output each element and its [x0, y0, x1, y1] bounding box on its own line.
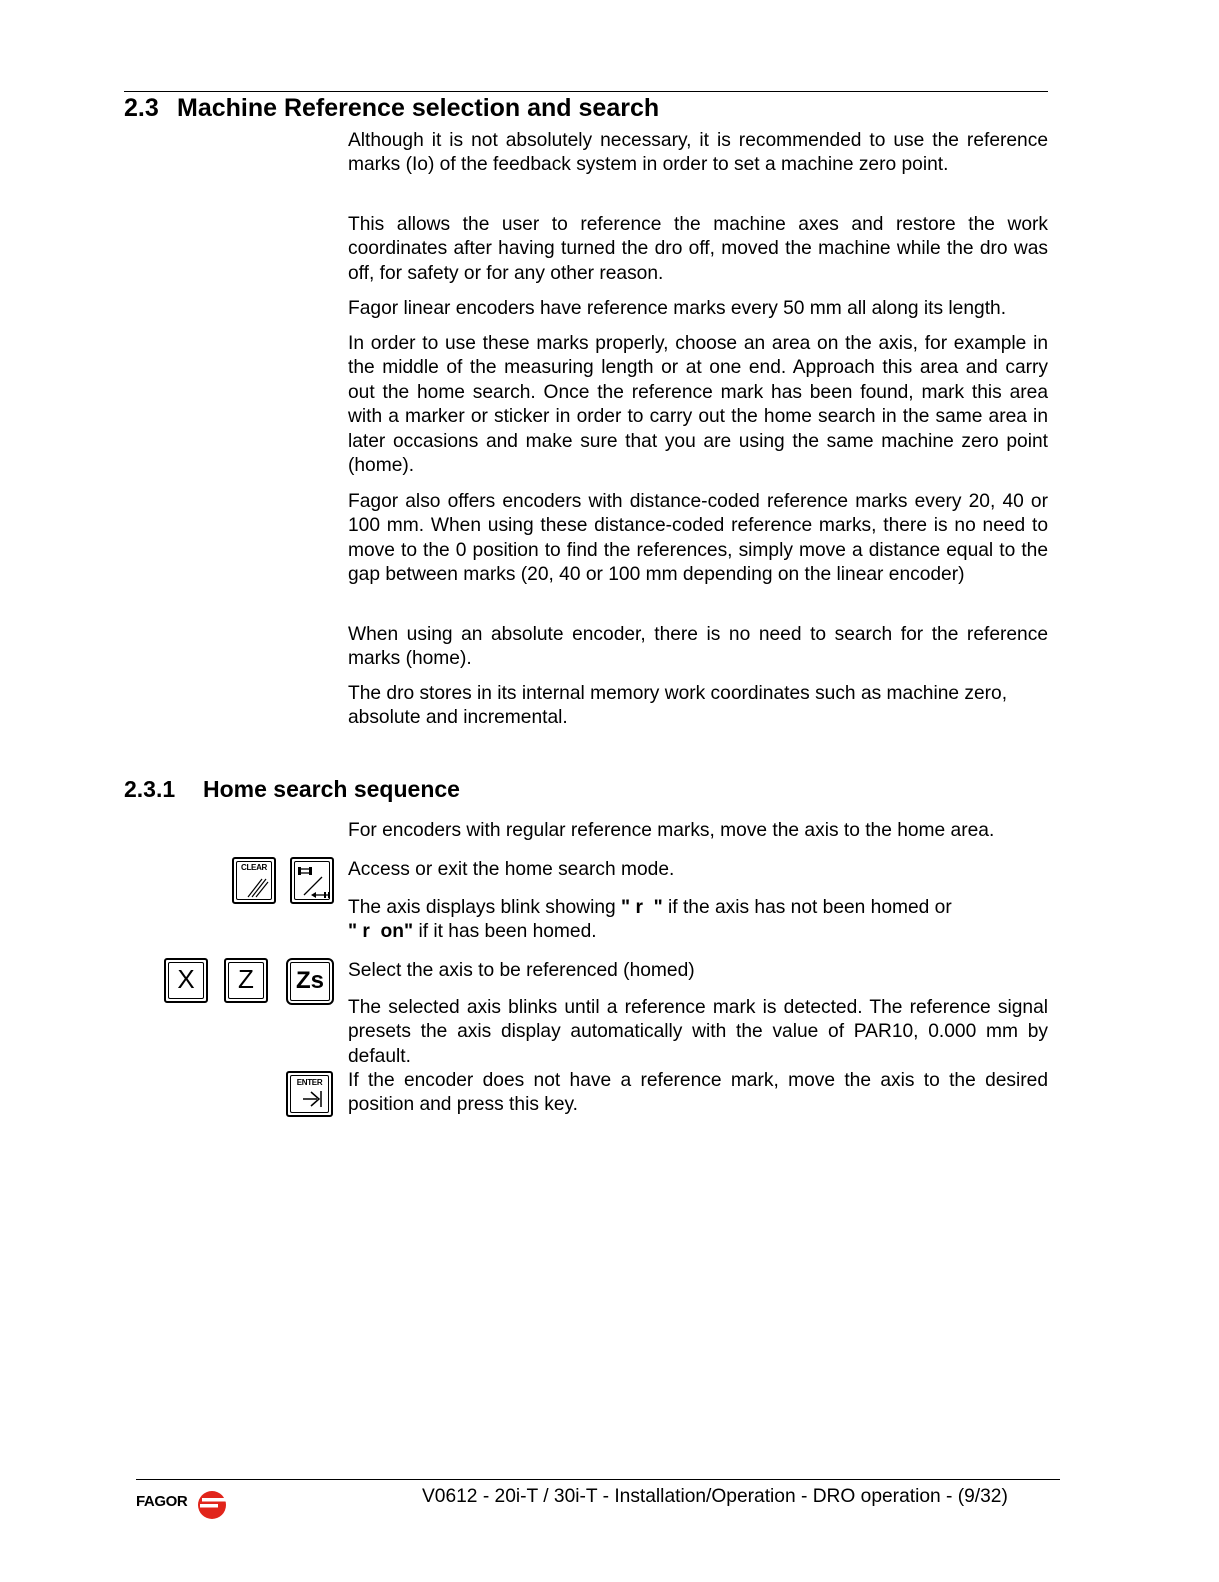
- paragraph-5: Fagor also offers encoders with distance-coded reference marks every 20, 40 or 100 mm. When using these distance-coded reference marks, there is no need to move to the 0 position to find the references, simply move a distance equal to the gap between marks (20, 40 or 100 mm depending on the linear encoder): [348, 491, 1048, 586]
- top-rule: [124, 91, 1048, 92]
- paragraph-2: This allows the user to reference the machine axes and restore the work coordinates after having turned the dro off, moved the machine while the dro was off, for safety or for any other reason.: [348, 214, 1048, 284]
- zs-key-label: Zs: [295, 967, 324, 994]
- fagor-mark-icon: [136, 1488, 231, 1522]
- step-selected-blinks: The selected axis blinks until a reference mark is detected. The reference signal presets the axis display automatically with the value of PAR10, 0.000 mm by default.: [348, 997, 1048, 1067]
- clear-slash-icon: [234, 859, 278, 906]
- paragraph-1: Although it is not absolutely necessary, it is recommended to use the reference marks (Io) of the feedback system in order to set a machine zero point.: [348, 130, 1048, 176]
- footer-rule: [136, 1479, 1060, 1480]
- section-title: Machine Reference selection and search: [177, 94, 660, 122]
- subsection-heading: [124, 776, 460, 803]
- section-number: 2.3: [124, 94, 159, 122]
- paragraph-6: When using an absolute encoder, there is no need to search for the reference marks (home).: [348, 624, 1048, 670]
- z-key-label: Z: [238, 964, 254, 994]
- paragraph-3: Fagor linear encoders have reference marks every 50 mm all along its length.: [348, 298, 1007, 319]
- blink-text-middle: if the axis has not been homed or: [662, 897, 952, 918]
- section-heading: [124, 94, 659, 123]
- z-axis-key[interactable]: [224, 958, 268, 1003]
- footer-text: V0612 - 20i-T / 30i-T - Installation/Operation - DRO operation - (9/32): [422, 1486, 1008, 1507]
- step-no-mark: If the encoder does not have a reference mark, move the axis to the desired position and press this key.: [348, 1070, 1048, 1116]
- clear-key[interactable]: [232, 857, 276, 904]
- step-intro: For encoders with regular reference marks, move the axis to the home area.: [348, 820, 995, 841]
- step-select: Select the axis to be referenced (homed): [348, 960, 695, 981]
- home-search-key[interactable]: [290, 857, 334, 904]
- paragraph-4: In order to use these marks properly, choose an area on the axis, for example in the middle of the measuring length or at one end. Approach this area and carry out the home search. Once the reference mark has been found, mark this area with a marker or sticker in order to carry out the home search in the same area in later occasions and make sure that you are using the same machine zero point (home).: [348, 333, 1048, 477]
- step-access: Access or exit the home search mode.: [348, 859, 675, 880]
- paragraph-7: The dro stores in its internal memory work coordinates such as machine zero, absolute and incremental.: [348, 683, 1008, 729]
- blink-text-before: The axis displays blink showing: [348, 897, 622, 918]
- blink-code-unhomed: " r ": [621, 897, 663, 918]
- clear-key-label: CLEAR: [240, 863, 268, 872]
- x-key-label: X: [177, 964, 195, 994]
- blink-text-after: if it has been homed.: [413, 921, 597, 943]
- enter-key[interactable]: [286, 1071, 333, 1117]
- reference-mark-icon: [292, 859, 336, 906]
- enter-arrow-icon: [288, 1073, 335, 1119]
- subsection-title: Home search sequence: [203, 776, 460, 802]
- step-blink: [348, 896, 1048, 945]
- subsection-number: 2.3.1: [124, 776, 176, 802]
- zs-axis-key[interactable]: [286, 958, 334, 1005]
- fagor-logo-word: FAGOR: [136, 1493, 188, 1510]
- enter-key-label: ENTER: [296, 1078, 323, 1087]
- x-axis-key[interactable]: [164, 958, 208, 1003]
- blink-code-homed: " r on": [348, 921, 414, 943]
